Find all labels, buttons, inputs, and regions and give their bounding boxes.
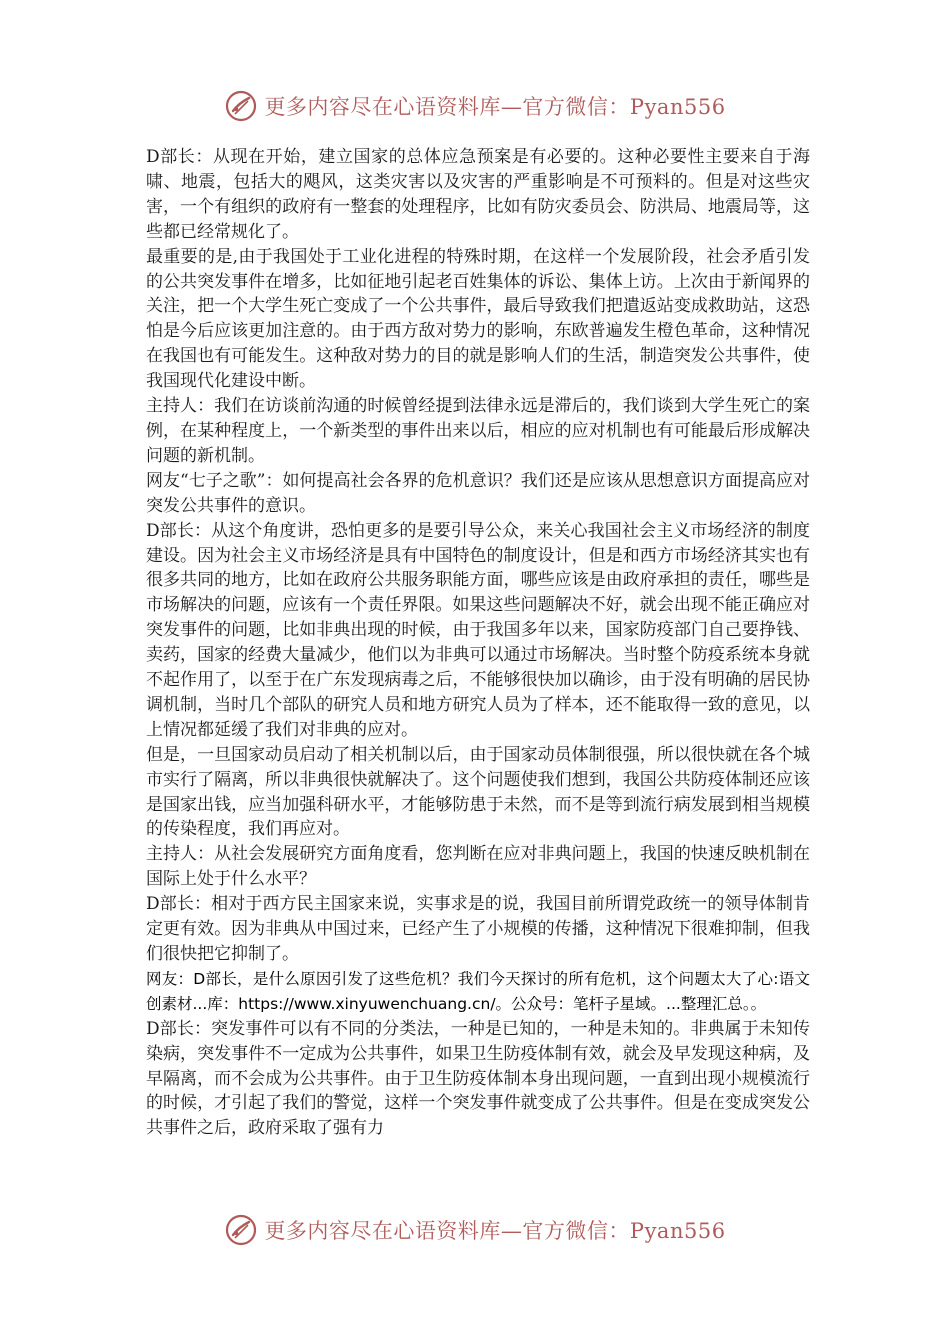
paragraph-9: 网友：D部长，是什么原因引发了这些危机？我们今天探讨的所有危机，这个问题太大了心:语文创素材...库：https://www.xinyuwenchuang.cn/。公众号：笔杆子星域。...整理汇总。。: [146, 969, 810, 1013]
footer-banner: [0, 1208, 950, 1252]
paragraph-3: 主持人：我们在访谈前沟通的时候曾经提到法律永远是滞后的，我们谈到大学生死亡的案例，在某种程度上，一个新类型的事件出来以后，相应的应对机制也有可能最后形成解决问题的新机制。: [146, 396, 810, 466]
footer-banner-text: 更多内容尽在心语资料库—官方微信：Pyan556: [264, 1219, 726, 1243]
pen-logo-icon: [224, 89, 258, 123]
paragraph-1: D部长：从现在开始，建立国家的总体应急预案是有必要的。这种必要性主要来自于海啸、地震，包括大的飓风，这类灾害以及灾害的严重影响是不可预料的。但是对这些灾害，一个有组织的政府有一整套的处理程序，比如有防灾委员会、防洪局、地震局等，这些都已经常规化了。: [146, 147, 810, 242]
paragraph-5: D部长：从这个角度讲，恐怕更多的是要引导公众，来关心我国社会主义市场经济的制度建设。因为社会主义市场经济是具有中国特色的制度设计，但是和西方市场经济其实也有很多共同的地方，比如在政府公共服务职能方面，哪些应该是由政府承担的责任，哪些是市场解决的问题，应该有一个责任界限。如果这些问题解决不好，就会出现不能正确应对突发事件的问题，比如非典出现的时候，由于我国多年以来，国家防疫部门自己要挣钱、卖药，国家的经费大量减少，他们以为非典可以通过市场解决。当时整个防疫系统本身就不起作用了，以至于在广东发现病毒之后，不能够很快加以确诊，由于没有明确的居民协调机制，当时几个部队的研究人员和地方研究人员为了样本，还不能取得一致的意见，以上情况都延缓了我们对非典的应对。: [146, 520, 810, 740]
paragraph-8: D部长：相对于西方民主国家来说，实事求是的说，我国目前所谓党政统一的领导体制肯定更有效。因为非典从中国过来，已经产生了小规模的传播，这种情况下很难抑制，但我们很快把它抑制了。: [146, 894, 810, 964]
pen-logo-icon: [224, 1213, 258, 1247]
header-banner: [0, 84, 950, 128]
paragraph-10: D部长：突发事件可以有不同的分类法，一种是已知的，一种是未知的。非典属于未知传染病，突发事件不一定成为公共事件，如果卫生防疫体制有效，就会及早发现这种病，及早隔离，而不会成为公共事件。由于卫生防疫体制本身出现问题，一直到出现小规模流行的时候，才引起了我们的警觉，这样一个突发事件就变成了公共事件。但是在变成突发公共事件之后，政府采取了强有力: [146, 1018, 810, 1139]
header-banner-text: 更多内容尽在心语资料库—官方微信：Pyan556: [264, 95, 726, 119]
paragraph-7: 主持人：从社会发展研究方面角度看，您判断在应对非典问题上，我国的快速反映机制在国际上处于什么水平？: [146, 844, 810, 890]
paragraph-2: 最重要的是,由于我国处于工业化进程的特殊时期，在这样一个发展阶段，社会矛盾引发的公共突发事件在增多，比如征地引起老百姓集体的诉讼、集体上访。上次由于新闻界的关注，把一个大学生死亡变成了一个公共事件，最后导致我们把遣返站变成救助站，这恐怕是今后应该更加注意的。由于西方敌对势力的影响，东欧普遍发生橙色革命，这种情况在我国也有可能发生。这种敌对势力的目的就是影响人们的生活，制造突发公共事件，使我国现代化建设中断。: [146, 246, 810, 392]
paragraph-4: 网友“七子之歌”：如何提高社会各界的危机意识？我们还是应该从思想意识方面提高应对突发公共事件的意识。: [146, 470, 810, 516]
document-body: [146, 145, 810, 1141]
paragraph-6: 但是，一旦国家动员启动了相关机制以后，由于国家动员体制很强，所以很快就在各个城市实行了隔离，所以非典很快就解决了。这个问题使我们想到，我国公共防疫体制还应该是国家出钱，应当加强科研水平，才能够防患于未然，而不是等到流行病发展到相当规模的传染程度，我们再应对。: [146, 744, 810, 840]
